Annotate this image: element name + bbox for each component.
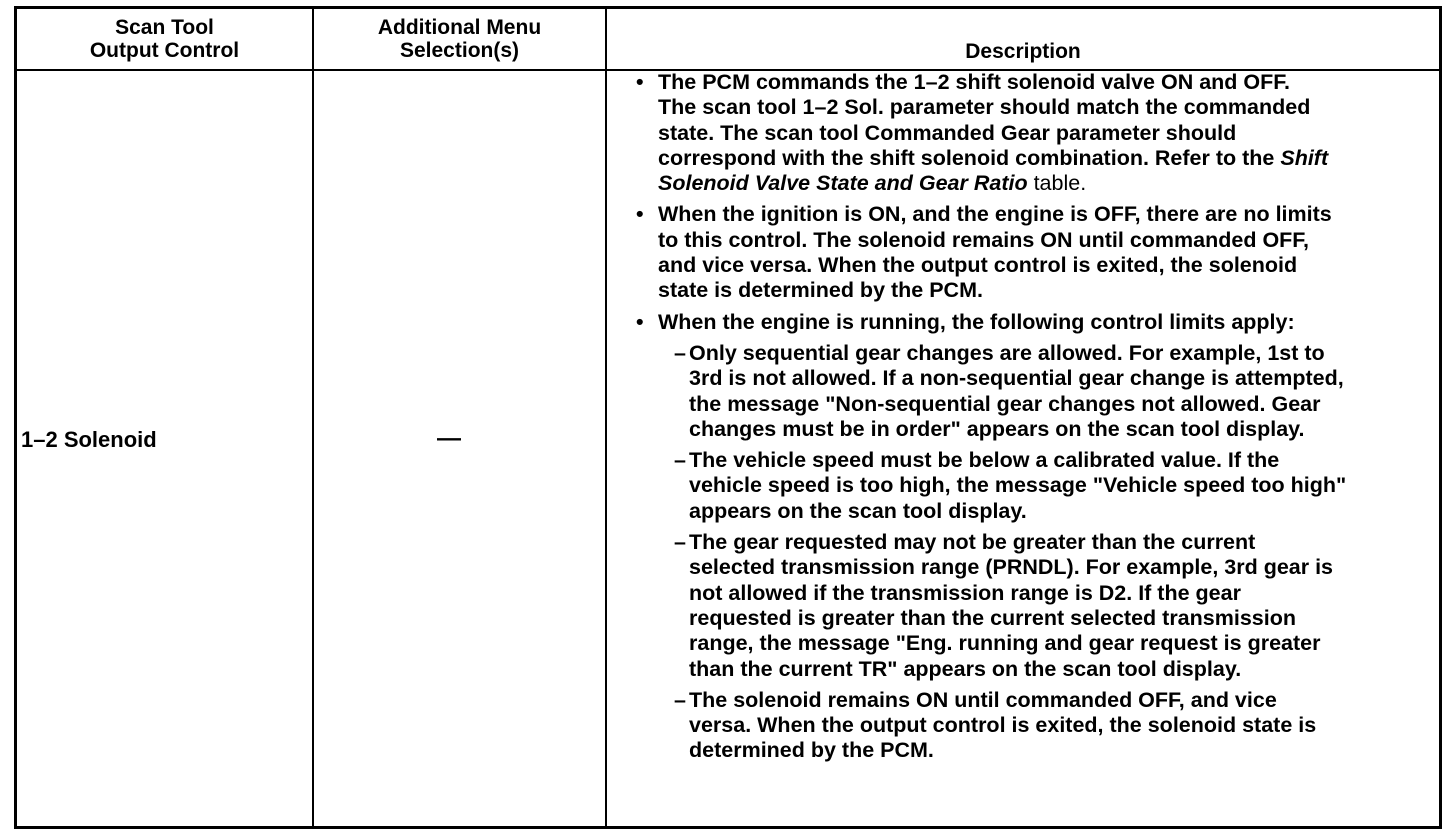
header-col3: Description: [965, 40, 1081, 63]
column-divider-1: [312, 9, 314, 826]
dash-icon: –: [674, 530, 686, 555]
text-line: and vice versa. When the output control is exited, the solenoid: [658, 253, 1298, 278]
text-line: range, the message "Eng. running and gear request is greater: [689, 631, 1321, 656]
text-segment: table.: [1027, 171, 1087, 196]
text-line: versa. When the output control is exited, the solenoid state is: [689, 713, 1317, 738]
header-description: [607, 9, 1439, 69]
header-col2-line2: Selection(s): [399, 39, 520, 62]
description-subitem: [632, 448, 1412, 524]
text-line: changes must be in order" appears on the scan tool display.: [689, 416, 1305, 441]
text-segment: correspond with the shift solenoid combination. Refer to the: [658, 145, 1275, 170]
description-subitem: [632, 341, 1412, 442]
bullet-icon: •: [636, 309, 644, 334]
italic-reference: Solenoid Valve State and Gear Ratio: [658, 171, 1028, 196]
text-line: state is determined by the PCM.: [658, 278, 983, 303]
dash-icon: –: [674, 340, 686, 365]
header-scan-tool-output-control: [17, 9, 312, 69]
description-subitem: [632, 530, 1412, 682]
header-col1-line1: Scan Tool: [115, 16, 214, 39]
description-bullet: [632, 202, 1412, 303]
text-line: vehicle speed is too high, the message "Vehicle speed too high": [689, 473, 1347, 498]
text-line: requested is greater than the current selected transmission: [689, 605, 1296, 630]
text-line: The solenoid remains ON until commanded OFF, and vice: [689, 687, 1277, 712]
text-line: determined by the PCM.: [689, 738, 934, 763]
header-col2-line1: Additional Menu: [377, 16, 542, 39]
bullet-icon: •: [636, 70, 644, 94]
dash-icon: –: [674, 448, 686, 473]
text-line: When the ignition is ON, and the engine is OFF, there are no limits: [658, 202, 1332, 227]
header-col1-line2: Output Control: [89, 39, 240, 62]
output-control-value: 1–2 Solenoid: [21, 427, 157, 452]
text-line: The PCM commands the 1–2 shift solenoid valve ON and OFF.: [658, 70, 1290, 94]
text-line: The gear requested may not be greater than the current: [689, 530, 1256, 555]
description-subitem: [632, 688, 1412, 764]
text-line: [658, 171, 1412, 196]
text-line: to this control. The solenoid remains ON until commanded OFF,: [658, 227, 1310, 252]
text-line: The vehicle speed must be below a calibrated value. If the: [689, 448, 1280, 473]
column-divider-2: [605, 9, 607, 826]
text-line: When the engine is running, the following control limits apply:: [658, 309, 1295, 334]
text-line: not allowed if the transmission range is D2. If the gear: [689, 580, 1241, 605]
text-line: [658, 146, 1412, 171]
text-line: selected transmission range (PRNDL). For example, 3rd gear is: [689, 555, 1334, 580]
italic-reference: Shift: [1280, 145, 1329, 170]
description-bullet: [632, 310, 1412, 335]
text-line: appears on the scan tool display.: [689, 498, 1027, 523]
menu-selection-value: —: [437, 425, 461, 452]
description-bullet: [632, 70, 1412, 196]
dash-icon: –: [674, 687, 686, 712]
text-line: The scan tool 1–2 Sol. parameter should match the commanded: [658, 95, 1311, 120]
text-line: Only sequential gear changes are allowed. For example, 1st to: [689, 340, 1325, 365]
text-line: the message "Non-sequential gear changes not allowed. Gear: [689, 391, 1321, 416]
description-cell: [632, 70, 1412, 770]
text-line: state. The scan tool Commanded Gear parameter should: [658, 120, 1237, 145]
bullet-icon: •: [636, 202, 644, 227]
header-additional-menu-selections: [314, 9, 605, 69]
text-line: 3rd is not allowed. If a non-sequential gear change is attempted,: [689, 366, 1344, 391]
text-line: than the current TR" appears on the scan tool display.: [689, 656, 1242, 681]
